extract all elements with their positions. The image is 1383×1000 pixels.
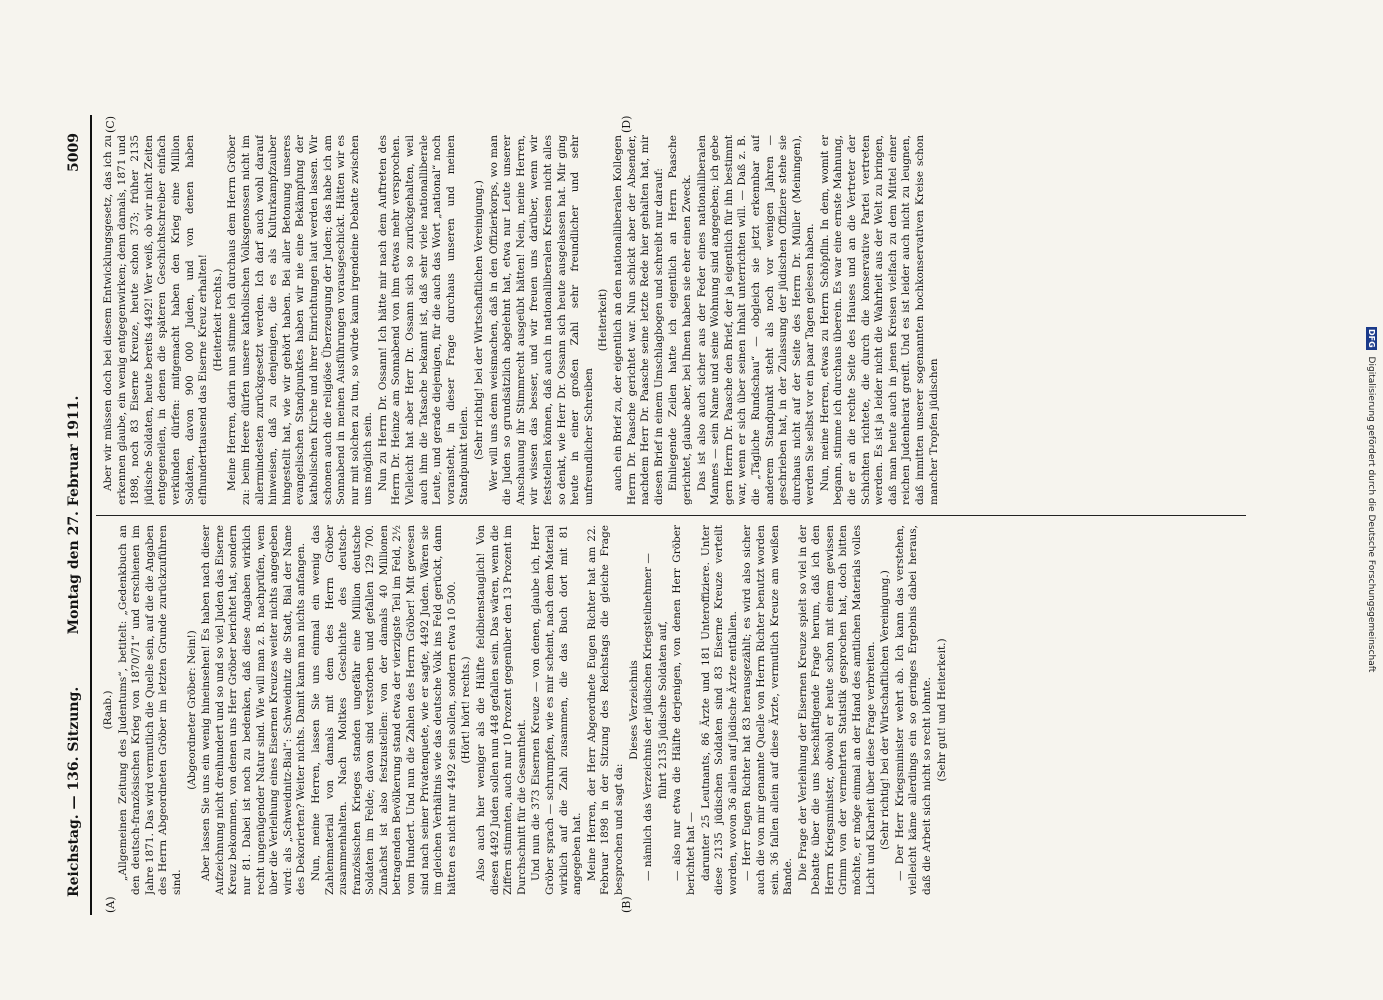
header-date: Montag den 27. Februar 1911. [66, 395, 82, 635]
header-left: Reichstag. — 136. Sitzung. [66, 686, 82, 897]
paragraph: Dieses Verzeichnis [627, 660, 640, 760]
column-divider [96, 515, 1246, 516]
paragraph: (Heiterkeit rechts.) [211, 268, 224, 372]
paragraph: (Sehr richtig! bei der Wirtschaftlichen Vereinigung.) [879, 570, 892, 850]
margin-marker-c: (C) [104, 116, 117, 133]
paragraph: auch ein Brief zu, der eigentlich an den nationalliberalen Kollegen Herrn Dr. Paasche gerichtet war. Nun schickt aber der Absender, nachdem Herr Dr. Paasche seine letzte Rede hier gehalten hat, mir diesen Brief in einem Umschlagbogen und schreibt nur darauf: [611, 135, 665, 505]
right-column [102, 135, 1242, 505]
page-header [60, 115, 92, 915]
left-column [102, 525, 1242, 895]
dfg-logo: DFG [1367, 329, 1376, 349]
paragraph: (Abgeordneter Gröber: Nein!) [185, 630, 198, 790]
margin-marker-a: (A) [104, 896, 117, 913]
paragraph: darunter 25 Leutnants, 86 Ärzte und 181 Unteroffiziere. Unter diese 2135 jüdischen Soldaten sind 83 Eiserne Kreuze verteilt worden, wovon 36 allein auf jüdische Ärzte entfallen. [699, 525, 739, 895]
paragraph: (Heiterkeit) [597, 288, 610, 352]
paragraph: — nämlich das Verzeichnis der jüdischen Kriegsteilnehmer — [642, 553, 655, 881]
paragraph: (Sehr gut! und Heiterkeit.) [935, 638, 948, 782]
paragraph: — Der Herr Kriegsminister wehrt ab. Ich kann das verstehen, vielleicht käme allerdings ein so geringes Ergebnis dabei heraus, daß die Arbeit sich nicht so recht lohnte. [893, 525, 934, 895]
dfg-credit-text: Digitalisierung gefördert durch die Deutsche Forschungsgemeinschaft [1366, 356, 1376, 673]
paragraph: „Allgemeinen Zeitung des Judentums“, betitelt: „Gedenkbuch an den deutsch-französischen Krieg von 1870/71“ und erschienen im Jahre 1871. Das wird vermutlich die Quelle sein, auf die die Angaben des Herrn Abgeordneten Gröber im letzten Grunde zurückzuführen sind. [116, 525, 183, 895]
paragraph: Nun, meine Herren, lassen Sie uns einmal ein wenig das Zahlenmaterial von damals mit dem des Herrn Gröber zusammenhalten. Nach Moltkes Geschichte des deutsch-französischen Krieges standen ungefähr eine Million deutsche Soldaten im Felde; davon sind verstorben und gefallen 129 700. Zunächst ist also festzustellen: von der damals 40 Millionen betragenden Bevölkerung stand etwa der vierzigste Teil im Feld, 2½ vom Hundert. Und nun die Zahlen des Herrn Gröber! Mit gewesen sind nach seiner Privatenquete, wie er sagte, 4492 Juden. Wären sie im gleichen Verhältnis wie das deutsche Volk ins Feld gerückt, dann hätten es nicht nur 4492 sein sollen, sondern etwa 10 500. [309, 525, 458, 895]
paragraph: Und nun die 373 Eisernen Kreuze — von denen, glaube ich, Herr Gröber sprach — schrumpfen, wie es mir scheint, nach dem Material wirklich auf die Zahl zusammen, die das Buch dort mit 81 angegeben hat. [530, 525, 584, 895]
paragraph: Nun zu Herrn Dr. Ossann! Ich hätte mir nach dem Auftreten des Herrn Dr. Heinze am Sonnabend von ihm etwas mehr versprochen. Vielleicht hat aber Herr Dr. Ossann sich so zurückgehalten, weil auch ihm die Tatsache bekannt ist, daß sehr viele nationalliberale Leute, und gerade diejenigen, für die auch das Wort „national“ noch voransteht, in dieser Frage durchaus unseren und meinen Standpunkt teilen. [376, 135, 471, 505]
paragraph: führt 2135 jüdische Soldaten auf, [656, 621, 669, 799]
paragraph: Wer will uns denn weismachen, daß in den Offizierkorps, wo man die Juden so grundsätzlich abgelehnt hat, etwa nur Leute unserer Anschauung ihr Stimmrecht ausgeübt hätten! Nein, meine Herren, wir wissen das besser, und wir freuen uns darüber, wenn wir feststellen können, daß auch in nationalliberalen Kreisen nicht alles so denkt, wie Herr Dr. Ossann sich heute ausgelassen hat. Mir ging heute in einer großen Zahl sehr freundlicher und sehr unfreundlicher Schreiben [487, 135, 595, 505]
paragraph: Aber wir müssen doch bei diesem Entwicklungsgesetz, das ich zu erkennen glaube, ein wenig entgegenwirken; denn damals, 1871 und 1898, noch 83 Eiserne Kreuze, heute schon 373; früher 2135 jüdische Soldaten, heute bereits 4492! Wer weiß, ob wir nicht Zeiten entgegeneilen, in denen die späteren Geschichtschreiber einfach verkünden dürfen: mitgemacht haben den Krieg eine Million Soldaten, davon 900 000 Juden, und von denen haben elfhunderttausend das Eiserne Kreuz erhalten! [102, 135, 210, 505]
paragraph: Also auch hier weniger als die Hälfte feldbienstauglich! Von diesen 4492 Juden sollen nun 448 gefallen sein. Das wären, wenn die Ziffern stimmten, auch nur 10 Prozent gegenüber den 13 Prozent im Durchschnitt für die Gesamtheit. [475, 525, 528, 895]
paragraph: Das ist also auch sicher aus der Feder eines nationalliberalen Mannes — sein Name und seine Wohnung sind angegeben; ich gebe gern Herrn Dr. Paasche den Brief, der ja eigentlich für ihn bestimmt war, wenn er sich über seinen Inhalt unterrichten will. — Daß z. B. die „Tägliche Rundschau“ — obgleich sie jetzt erkennbar auf anderem Standpunkt steht als noch vor wenigen Jahren — geschrieben hat, in der Zulassung der jüdischen Offiziere stehe sie durchaus nicht auf der Seite des Herrn Dr. Müller (Meiningen), werden Sie selbst vor ein paar Tagen gelesen haben. [695, 135, 817, 505]
paragraph: Einliegende Zeilen hatte ich eigentlich an Herrn Paasche gerichtet, glaube aber, bei Ihnen haben sie eher einen Zweck. [667, 135, 693, 505]
paragraph: Aber lassen Sie uns ein wenig hineinsehen! Es haben nach dieser Aufzeichnung nicht dreihundert und so und so viel Juden das Eiserne Kreuz bekommen, von denen uns Herr Gröber berichtet hat, sondern nur 81. Dabei ist noch zu bedenken, daß diese Angaben wirklich recht ungenügender Natur sind. Wie will man z. B. nachprüfen, wem über die Verleihung eines Eisernen Kreuzes weiter nichts angegeben wird: als „Schweidnitz-Bial“: Schweidnitz die Stadt, Bial der Name des Dekorierten? Weiter nichts. Damit kann man nichts anfangen. [200, 525, 308, 895]
paragraph: — Herr Eugen Richter hat 83 herausgezählt; es wird also sicher auch die von mir genannte Quelle von Herrn Richter benutzt worden sein. 36 fallen allein auf diese Ärzte, vermutlich Kreuze am weißen Bande. [741, 525, 795, 895]
paragraph: Meine Herren, der Herr Abgeordnete Eugen Richter hat am 22. Februar 1898 in der Sitzung des Reichstags die gleiche Frage besprochen und sagt da: [585, 525, 625, 895]
paragraph: Meine Herren, darin nun stimme ich durchaus dem Herrn Gröber zu: beim Heere dürfen unsere katholischen Volksgenossen nicht im allermindesten zurückgesetzt werden. Ich darf auch wohl darauf hinweisen, daß zu denjenigen, die es als Kulturkampfzauber hingestellt hat, wie wir gehört haben. Bei aller Betonung unseres evangelischen Standpunktes haben wir nie eine Bekämpfung der katholischen Kirche und ihrer Einrichtungen laut werden lassen. Wir schonen auch die religiöse Überzeugung der Juden; das habe ich am Sonnabend in meinen Ausführungen vorausgeschickt. Hätten wir es nur mit solchen zu tun, so würde kaum irgendeine Debatte zwischen uns möglich sein. [226, 135, 375, 505]
paragraph: (Hört! hört! rechts.) [460, 656, 473, 764]
page-number: 5009 [66, 133, 82, 172]
paragraph: (Sehr richtig! bei der Wirtschaftlichen Vereinigung.) [473, 180, 486, 460]
dfg-credit [1357, 0, 1377, 1000]
margin-marker-b: (B) [620, 896, 633, 913]
paragraph: — also nur etwa die Hälfte derjenigen, von denen Herr Gröber berichtet hat — [671, 525, 697, 895]
paragraph: (Raab.) [102, 690, 114, 730]
margin-marker-d: (D) [620, 115, 633, 133]
paragraph: Die Frage der Verleihung der Eisernen Kreuze spielt so viel in der Debatte über die uns beschäftigende Frage herum, daß ich den Herrn Kriegsminister, obwohl er heute schon mit einem gewissen Grimm von der vermehrten Statistik gesprochen hat, doch bitten möchte, er möge einmal an der Hand des amtlichen Materials volles Licht und Klarheit über diese Frage verbreiten. [796, 525, 877, 895]
rotated-page [60, 115, 1260, 915]
paragraph: Nun, meine Herren, etwas zu Herrn Schöpflin. In dem, womit er begann, stimme ich durchaus überein. Es war eine ernste Mahnung, die er an die rechte Seite des Hauses und an die Vertreter der Schichten richtete, die durch die konservative Partei vertreten werden. Es ist ja leider nicht die Wahrheit aus der Welt zu bringen, daß man heute auch in jenen Kreisen vielfach zu dem Mittel einer reichen Judenheirat greift. Und es ist leider auch nicht zu leugnen, daß inmitten unserer sogenannten hochkonservativen Kreise schon mancher Tropfen jüdischen [818, 135, 940, 505]
